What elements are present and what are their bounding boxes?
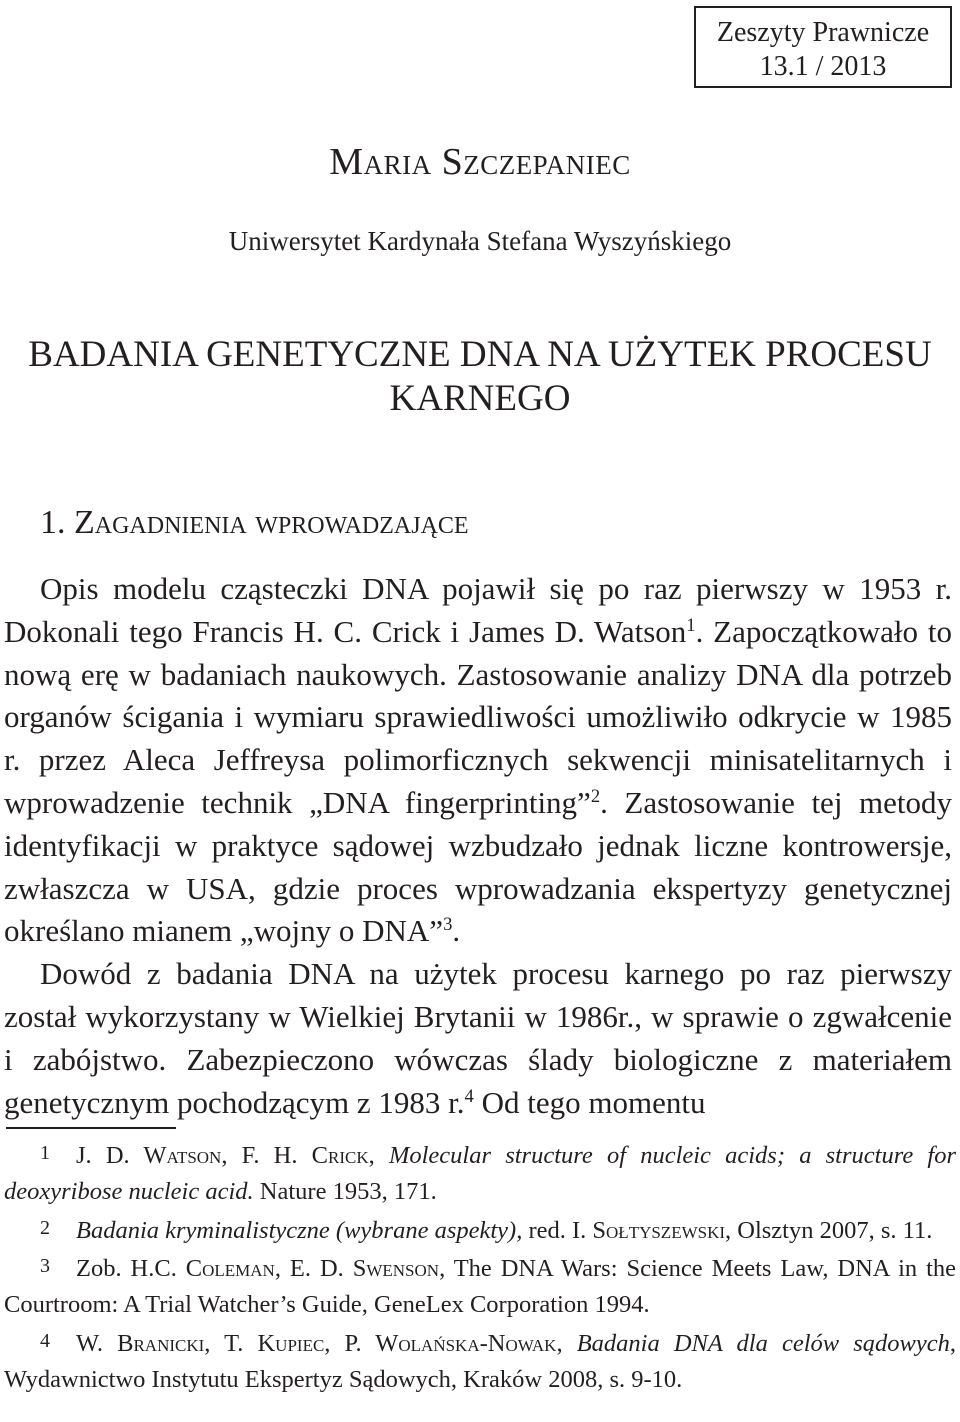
article-title-line-2: KARNEGO [389,378,571,419]
footnote-number: 4 [40,1329,50,1352]
paragraph-2-text-b: Od tego momentu [473,1084,706,1120]
footnotes [4,1136,956,1398]
journal-name: Zeszyty Prawnicze [716,17,930,48]
footnote-authors: W. Branicki, T. Kupiec, P. Wolańska-Nowak [76,1329,557,1357]
footnote-ref-3: 3 [443,914,453,936]
footnote-ref-4: 4 [464,1085,474,1107]
footnote-4 [4,1324,956,1398]
section-heading [40,504,469,542]
footnote-3 [4,1249,956,1323]
paragraph-1 [4,568,952,953]
footnote-separator-text: , [556,1329,577,1357]
footnote-1 [4,1136,956,1210]
paragraph-2-text-a: Dowód z badania DNA na użytek procesu karnego po raz pierwszy został wykorzystany w Wielkiej Brytanii w 1986r., w sprawie o zgwałcenie i zabójstwo. Zabezpieczono wówczas ślady biologiczne z materiałem genetycznym pochodzącym z 1983 r. [4,956,952,1120]
paragraph-1-text-c: . Zastosowanie tej metody identyfikacji w praktyce sądowej wzbudzało jednak liczne kontrowersje, zwłaszcza w USA, gdzie proces wprowadzania ekspertyzy genetycznej określano mianem „wojny o DNA” [4,784,952,949]
footnote-title: Badania kryminalistyczne (wybrane aspekty), [76,1216,523,1244]
paragraph-1-text-a: Opis modelu cząsteczki DNA pojawił się po raz pierwszy w 1953 r. Dokonali tego Francis H. C. Crick i James D. Watson [4,571,952,649]
footnote-prefix: Zob. H.C. [76,1255,186,1283]
footnote-2 [4,1211,956,1249]
footnote-ref-1: 1 [686,614,696,636]
paragraph-2 [4,953,952,1124]
footnote-source: , The DNA Wars: Science Meets Law, DNA in the Courtroom: A Trial Watcher’s Guide, GeneLex Corporation 1994. [4,1255,957,1319]
footnote-title: Badania DNA dla celów sądowych [576,1329,950,1357]
footnote-source: , Wydawnictwo Instytutu Ekspertyz Sądowych, Kraków 2008, s. 9-10. [4,1329,956,1393]
footnote-number: 3 [40,1255,50,1278]
footnote-source: , Olsztyn 2007, s. 11. [725,1216,933,1244]
journal-issue: 13.1 / 2013 [759,51,887,82]
footnote-number: 1 [40,1142,50,1164]
footnote-ref-2: 2 [590,785,601,807]
author-affiliation: Uniwersytet Kardynała Stefana Wyszyńskiego [228,226,732,256]
footnote-separator [6,1127,176,1129]
section-number: 1. [40,504,66,541]
footnote-number: 2 [40,1216,50,1239]
journal-info-box [694,6,952,88]
article-title-line-1: BADANIA GENETYCZNE DNA NA UŻYTEK PROCESU [28,334,932,375]
paragraph-1-text-d: . [452,913,461,949]
author-name: Maria Szczepaniec [329,141,631,183]
section-title: Zagadnienia wprowadzające [74,504,469,541]
footnote-editor: Sołtyszewski [592,1216,726,1244]
footnote-source: Nature 1953, 171. [253,1177,437,1205]
footnote-authors: Coleman, E. D. Swenson [185,1255,440,1283]
footnote-editor-prefix: red. I. [522,1216,593,1244]
footnote-title: Molecular structure of nucleic acids; a structure for deoxyribose nucleic acid. [4,1142,956,1205]
footnote-authors: J. D. Watson, F. H. Crick, [76,1142,389,1169]
paragraph-1-text-b: . Zapoczątkowało to nową erę w badaniach naukowych. Zastosowanie analizy DNA dla potrzeb organów ścigania i wymiaru sprawiedliwości umożliwiło odkrycie w 1985 r. przez Aleca Jeffreysa polimorficznych sekwencji minisatelitarnych i wprowadzenie technik „DNA fingerprinting” [4,613,952,820]
body-text [4,568,952,1124]
article-title [0,333,960,421]
